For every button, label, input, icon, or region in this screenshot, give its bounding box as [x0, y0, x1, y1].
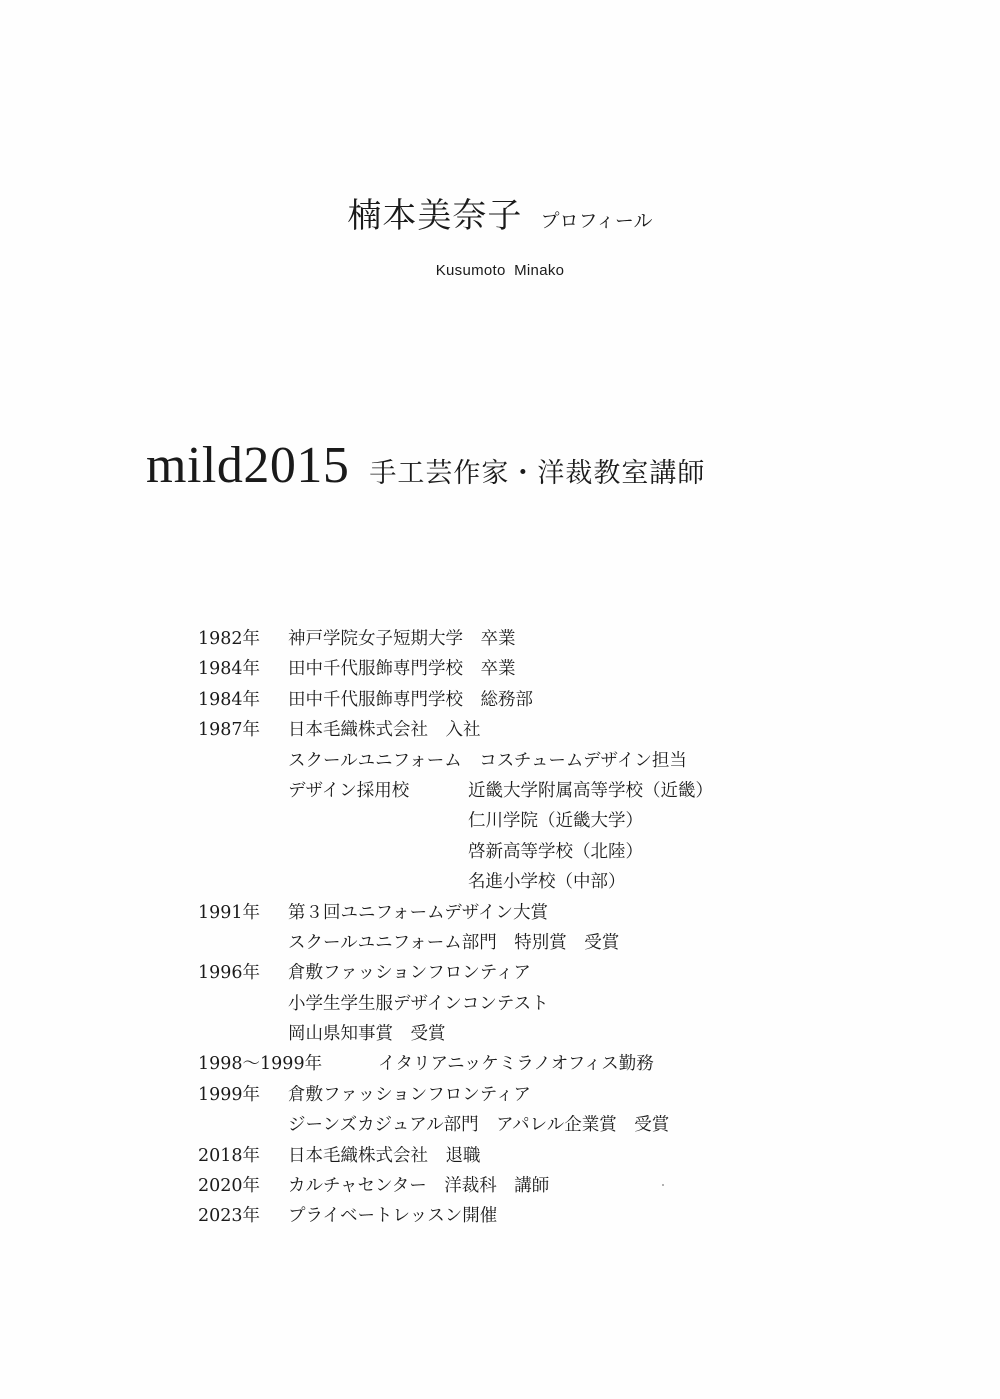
timeline-entry: スクールユニフォーム部門 特別賞 受賞 — [288, 932, 620, 953]
brand-heading — [146, 436, 705, 495]
timeline-row — [198, 1141, 898, 1171]
timeline-row — [198, 715, 898, 745]
timeline-entry: イタリアニッケミラノオフィス勤務 — [378, 1054, 654, 1075]
timeline-year: 1991年 — [198, 902, 261, 923]
timeline-row — [198, 1110, 898, 1140]
timeline-year: 2020年 — [198, 1176, 261, 1197]
timeline-entry: スクールユニフォーム コスチュームデザイン担当 — [288, 750, 687, 771]
timeline-entry: プライベートレッスン開催 — [288, 1206, 498, 1227]
paper-speck — [662, 1184, 664, 1186]
timeline-row — [198, 654, 898, 684]
timeline-row — [198, 624, 898, 654]
timeline-entry: ジーンズカジュアル部門 アパレル企業賞 受賞 — [288, 1115, 670, 1136]
timeline-year: 2018年 — [198, 1145, 261, 1166]
timeline-entry: 田中千代服飾専門学校 卒業 — [288, 659, 516, 680]
timeline-entry: 小学生学生服デザインコンテスト — [288, 993, 549, 1014]
timeline-row — [198, 746, 898, 776]
timeline-row — [198, 989, 898, 1019]
timeline-row — [198, 1080, 898, 1110]
timeline-row — [198, 1049, 898, 1079]
timeline-entry: デザイン採用校 — [288, 780, 410, 801]
name-jp: 楠本美奈子 — [347, 196, 523, 236]
timeline-year: 1982年 — [198, 629, 261, 649]
timeline-entry: 倉敷ファッションフロンティア — [288, 963, 531, 984]
name-romaji: Kusumoto Minako — [435, 262, 565, 279]
profile-label: プロフィール — [540, 210, 653, 232]
timeline-row — [198, 928, 898, 958]
timeline-year: 1984年 — [198, 689, 261, 710]
timeline-row — [198, 776, 898, 806]
timeline-row — [198, 837, 898, 867]
timeline-row — [198, 958, 898, 988]
timeline-year: 1999年 — [198, 1084, 261, 1105]
timeline-row — [198, 1019, 898, 1049]
timeline-entry: 日本毛織株式会社 退職 — [288, 1145, 481, 1166]
timeline-row — [198, 1201, 898, 1231]
timeline-row — [198, 898, 898, 928]
name-heading — [0, 188, 1000, 237]
timeline-year: 1996年 — [198, 963, 261, 984]
timeline-year: 1987年 — [198, 720, 261, 741]
timeline-school: 仁川学院（近畿大学） — [468, 811, 643, 832]
timeline-school: 近畿大学附属高等学校（近畿） — [468, 780, 713, 801]
timeline-entry: 日本毛織株式会社 入社 — [288, 720, 481, 741]
timeline-row — [198, 685, 898, 715]
timeline-school: 名進小学校（中部） — [468, 872, 626, 893]
timeline-entry: 岡山県知事賞 受賞 — [288, 1024, 446, 1045]
timeline-row — [198, 1171, 898, 1201]
timeline-entry: 倉敷ファッションフロンティア — [288, 1084, 531, 1105]
timeline-year: 1984年 — [198, 659, 261, 680]
timeline-entry: カルチャセンター 洋裁科 講師 — [288, 1176, 550, 1197]
brand-role: 手工芸作家・洋裁教室講師 — [369, 458, 706, 489]
timeline-row — [198, 806, 898, 836]
timeline-year: 2023年 — [198, 1206, 261, 1227]
timeline-entry: 神戸学院女子短期大学 卒業 — [288, 629, 516, 649]
timeline-year: 1998～1999年 — [198, 1054, 323, 1075]
timeline-school: 啓新高等学校（北陸） — [468, 841, 643, 862]
timeline-row — [198, 867, 898, 897]
career-timeline — [198, 624, 898, 1232]
timeline-entry: 田中千代服飾専門学校 総務部 — [288, 689, 533, 710]
brand-name: mild2015 — [146, 437, 350, 494]
timeline-entry: 第３回ユニフォームデザイン大賞 — [288, 902, 549, 923]
